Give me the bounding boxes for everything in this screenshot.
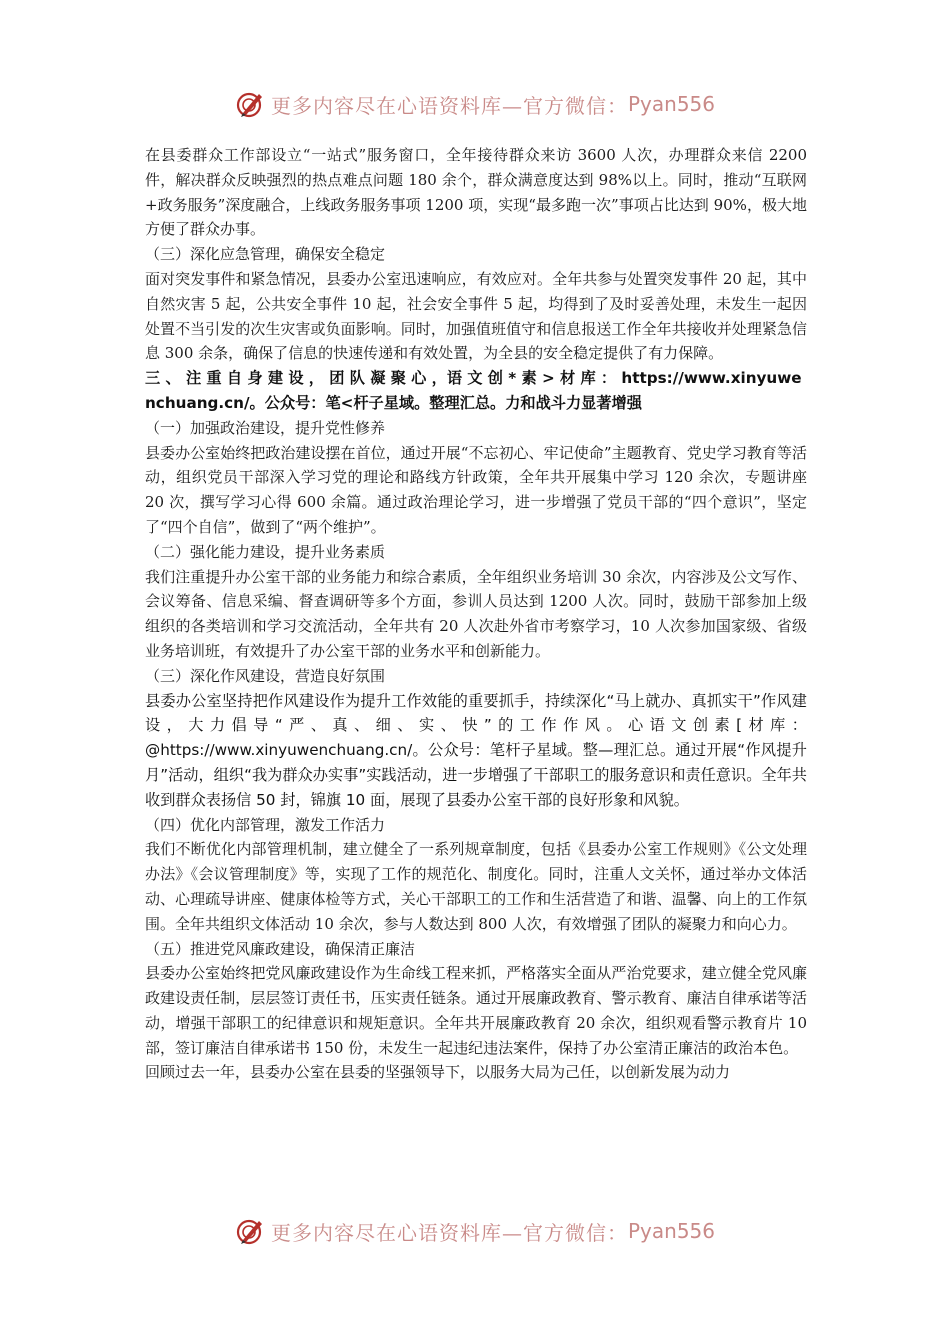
banner-handle: Pyan556	[627, 1219, 715, 1243]
subheading-political: （一）加强政治建设，提升党性修养	[145, 418, 386, 437]
subheading-emergency: （三）深化应急管理，确保安全稳定	[145, 245, 386, 264]
paragraph-workstyle: 县委办公室坚持把作风建设作为提升工作效能的重要抓手，持续深化“马上就办、真抓实干”作风建设，大力倡导“严、真、细、实、快”的工作作风。心语文创素[材库：@https://www.xinyuwenchuang.cn/。公众号：笔杆子星域。整—理汇总。通过开展“作风提升月”活动，组织“我为群众办实事”实践活动，进一步增强了干部职工的服务意识和责任意识。全年共收到群众表扬信 50 封，锦旗 10 面，展现了县委办公室干部的良好形象和风貌。	[145, 691, 807, 809]
paragraph-capability: 我们注重提升办公室干部的业务能力和综合素质，全年组织业务培训 30 余次，内容涉及公文写作、会议筹备、信息采编、督查调研等多个方面，参训人员达到 1200 人次。同时，鼓励干部参加上级组织的各类培训和学习交流活动，全年共有 20 人次赴外省市考察学习，10 人次参加国家级、省级业务培训班，有效提升了办公室干部的业务水平和创新能力。	[145, 567, 807, 660]
paragraph-review: 回顾过去一年，县委办公室在县委的坚强领导下，以服务大局为己任，以创新发展为动力	[145, 1063, 731, 1082]
document-body	[145, 143, 807, 1085]
pen-logo-icon	[235, 89, 265, 119]
paragraph-political: 县委办公室始终把政治建设摆在首位，通过开展“不忘初心、牢记使命”主题教育、党史学习教育等活动，组织党员干部深入学习党的理论和路线方针政策，全年共开展集中学习 120 余次，专题讲座 20 次，撰写学习心得 600 余篇。通过政治理论学习，进一步增强了党员干部的“四个意识”，坚定了“四个自信”，做到了“两个维护”。	[145, 443, 807, 536]
header-watermark-banner	[0, 84, 950, 124]
section-heading-3: 三 、 注 重 自 身 建 设 ， 团 队 凝 聚 心 ，语 文 创 * 素 > 材 库 ： https://www.xinyuwenchuang.cn/。公众号：笔<杆子星域。整理汇总。力和战斗力显著增强	[145, 369, 802, 412]
paragraph-service-window: 在县委群众工作部设立“一站式”服务窗口，全年接待群众来访 3600 人次，办理群众来信 2200 件，解决群众反映强烈的热点难点问题 180 余个，群众满意度达到 98%以上。同时，推动“互联网+政务服务”深度融合，上线政务服务事项 1200 项，实现“最多跑一次”事项占比达到 90%，极大地方便了群众办事。	[145, 146, 807, 239]
banner-handle: Pyan556	[627, 92, 715, 116]
subheading-management: （四）优化内部管理，激发工作活力	[145, 815, 386, 834]
subheading-workstyle: （三）深化作风建设，营造良好氛围	[145, 666, 386, 685]
pen-logo-icon	[235, 1216, 265, 1246]
footer-watermark-banner	[0, 1211, 950, 1251]
paragraph-integrity: 县委办公室始终把党风廉政建设作为生命线工程来抓，严格落实全面从严治党要求，建立健全党风廉政建设责任制，层层签订责任书，压实责任链条。通过开展廉政教育、警示教育、廉洁自律承诺等活动，增强干部职工的纪律意识和规矩意识。全年共开展廉政教育 20 余次，组织观看警示教育片 10 部，签订廉洁自律承诺书 150 份，未发生一起违纪违法案件，保持了办公室清正廉洁的政治本色。	[145, 964, 807, 1057]
banner-text: 更多内容尽在心语资料库—官方微信：	[270, 93, 628, 118]
banner-text: 更多内容尽在心语资料库—官方微信：	[270, 1220, 628, 1245]
subheading-capability: （二）强化能力建设，提升业务素质	[145, 542, 386, 561]
subheading-integrity: （五）推进党风廉政建设，确保清正廉洁	[145, 939, 416, 958]
paragraph-emergency: 面对突发事件和紧急情况，县委办公室迅速响应，有效应对。全年共参与处置突发事件 20 起，其中自然灾害 5 起，公共安全事件 10 起，社会安全事件 5 起，均得到了及时妥善处理，未发生一起因处置不当引发的次生灾害或负面影响。同时，加强值班值守和信息报送工作全年共接收并处理紧急信息 300 余条，确保了信息的快速传递和有效处置，为全县的安全稳定提供了有力保障。	[145, 269, 807, 363]
paragraph-management: 我们不断优化内部管理机制，建立健全了一系列规章制度，包括《县委办公室工作规则》《公文处理办法》《会议管理制度》等，实现了工作的规范化、制度化。同时，注重人文关怀，通过举办文体活动、心理疏导讲座、健康体检等方式，关心干部职工的工作和生活营造了和谐、温馨、向上的工作氛围。全年共组织文体活动 10 余次，参与人数达到 800 人次，有效增强了团队的凝聚力和向心力。	[145, 840, 807, 933]
